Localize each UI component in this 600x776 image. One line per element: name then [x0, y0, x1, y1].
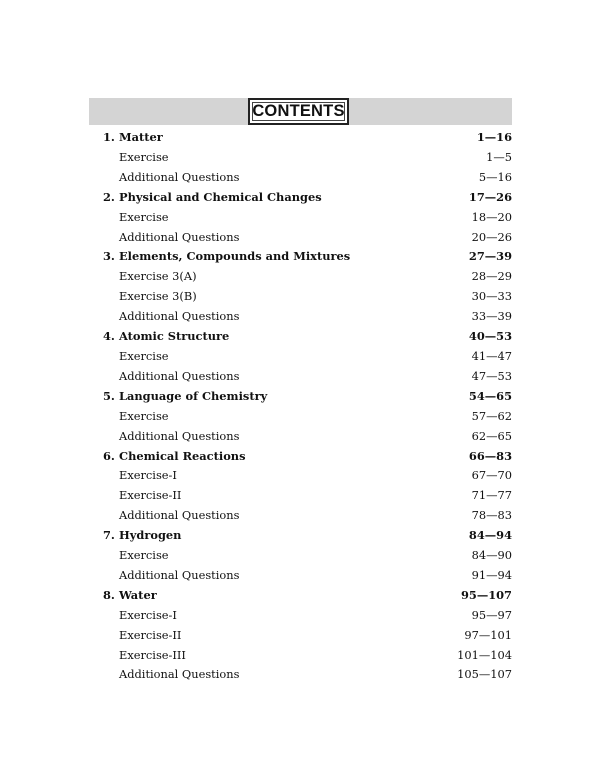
chapter-number: 6.: [103, 448, 115, 463]
toc-chapter-row[interactable]: [0, 446, 600, 466]
chapter-pages: 27—39: [468, 249, 512, 264]
toc-item-row[interactable]: [0, 505, 600, 525]
item-pages: 41—47: [471, 348, 512, 363]
chapter-title: Language of Chemistry: [119, 388, 268, 403]
toc-item-row[interactable]: [0, 406, 600, 426]
toc-item-row[interactable]: [0, 565, 600, 585]
item-label: Exercise-II: [119, 488, 182, 503]
title-box: [248, 98, 349, 125]
toc-item-row[interactable]: [0, 664, 600, 684]
chapter-pages: 66—83: [468, 448, 512, 463]
item-pages: 1—5: [486, 149, 512, 164]
item-pages: 101—104: [457, 647, 512, 662]
chapter-pages: 1—16: [476, 130, 512, 144]
item-label: Exercise-I: [119, 607, 177, 622]
toc-chapter-row[interactable]: [0, 127, 600, 147]
chapter-pages: 84—94: [468, 528, 512, 543]
chapter-pages: 40—53: [468, 329, 512, 344]
page-title: CONTENTS: [252, 102, 345, 120]
item-pages: 71—77: [471, 488, 512, 503]
toc-item-row[interactable]: [0, 625, 600, 645]
chapter-title: Elements, Compounds and Mixtures: [119, 249, 351, 264]
item-label: Exercise: [119, 348, 169, 363]
chapter-number: 4.: [103, 329, 115, 344]
chapter-pages: 17—26: [468, 189, 512, 204]
chapter-pages: 95—107: [460, 587, 512, 602]
item-label: Exercise: [119, 548, 169, 563]
toc-chapter-row[interactable]: [0, 246, 600, 266]
toc-item-row[interactable]: [0, 147, 600, 167]
chapter-title: Chemical Reactions: [119, 448, 246, 463]
item-label: Exercise-III: [119, 647, 186, 662]
item-label: Additional Questions: [119, 309, 240, 324]
toc-chapter-row[interactable]: [0, 187, 600, 207]
chapter-number: 2.: [103, 189, 115, 204]
item-label: Exercise: [119, 408, 169, 423]
toc-item-row[interactable]: [0, 266, 600, 286]
item-label: Additional Questions: [119, 368, 240, 383]
item-label: Additional Questions: [119, 169, 240, 184]
table-of-contents: [0, 127, 600, 684]
toc-item-row[interactable]: [0, 227, 600, 247]
toc-chapter-row[interactable]: [0, 585, 600, 605]
item-label: Additional Questions: [119, 229, 240, 244]
item-label: Exercise 3(B): [119, 289, 197, 304]
toc-item-row[interactable]: [0, 545, 600, 565]
toc-item-row[interactable]: [0, 485, 600, 505]
item-pages: 18—20: [471, 209, 512, 224]
item-label: Exercise 3(A): [119, 269, 197, 284]
item-label: Exercise: [119, 149, 169, 164]
item-pages: 28—29: [471, 269, 512, 284]
item-label: Additional Questions: [119, 508, 240, 523]
item-pages: 97—101: [464, 627, 512, 642]
item-pages: 67—70: [471, 468, 512, 483]
chapter-number: 3.: [103, 249, 115, 264]
item-label: Additional Questions: [119, 428, 240, 443]
chapter-number: 5.: [103, 388, 115, 403]
item-pages: 105—107: [457, 667, 512, 682]
chapter-title: Water: [119, 587, 157, 602]
toc-chapter-row[interactable]: [0, 326, 600, 346]
toc-chapter-row[interactable]: [0, 525, 600, 545]
item-label: Exercise: [119, 209, 169, 224]
item-pages: 57—62: [471, 408, 512, 423]
chapter-number: 1.: [103, 130, 115, 144]
item-pages: 5—16: [478, 169, 512, 184]
toc-item-row[interactable]: [0, 465, 600, 485]
item-pages: 62—65: [471, 428, 512, 443]
item-pages: 33—39: [471, 309, 512, 324]
toc-item-row[interactable]: [0, 426, 600, 446]
toc-item-row[interactable]: [0, 306, 600, 326]
chapter-title: Hydrogen: [119, 528, 182, 543]
chapter-number: 8.: [103, 587, 115, 602]
chapter-pages: 54—65: [468, 388, 512, 403]
item-pages: 84—90: [471, 548, 512, 563]
item-pages: 95—97: [471, 607, 512, 622]
chapter-title: Physical and Chemical Changes: [119, 189, 322, 204]
item-pages: 78—83: [471, 508, 512, 523]
item-pages: 20—26: [471, 229, 512, 244]
toc-item-row[interactable]: [0, 286, 600, 306]
toc-item-row[interactable]: [0, 645, 600, 665]
item-label: Additional Questions: [119, 567, 240, 582]
toc-item-row[interactable]: [0, 207, 600, 227]
item-pages: 91—94: [471, 567, 512, 582]
item-label: Additional Questions: [119, 667, 240, 682]
toc-item-row[interactable]: [0, 346, 600, 366]
item-pages: 47—53: [471, 368, 512, 383]
item-pages: 30—33: [471, 289, 512, 304]
toc-item-row[interactable]: [0, 366, 600, 386]
chapter-title: Atomic Structure: [119, 329, 230, 344]
toc-item-row[interactable]: [0, 167, 600, 187]
item-label: Exercise-II: [119, 627, 182, 642]
item-label: Exercise-I: [119, 468, 177, 483]
toc-item-row[interactable]: [0, 605, 600, 625]
toc-chapter-row[interactable]: [0, 386, 600, 406]
chapter-number: 7.: [103, 528, 115, 543]
chapter-title: Matter: [119, 130, 163, 144]
